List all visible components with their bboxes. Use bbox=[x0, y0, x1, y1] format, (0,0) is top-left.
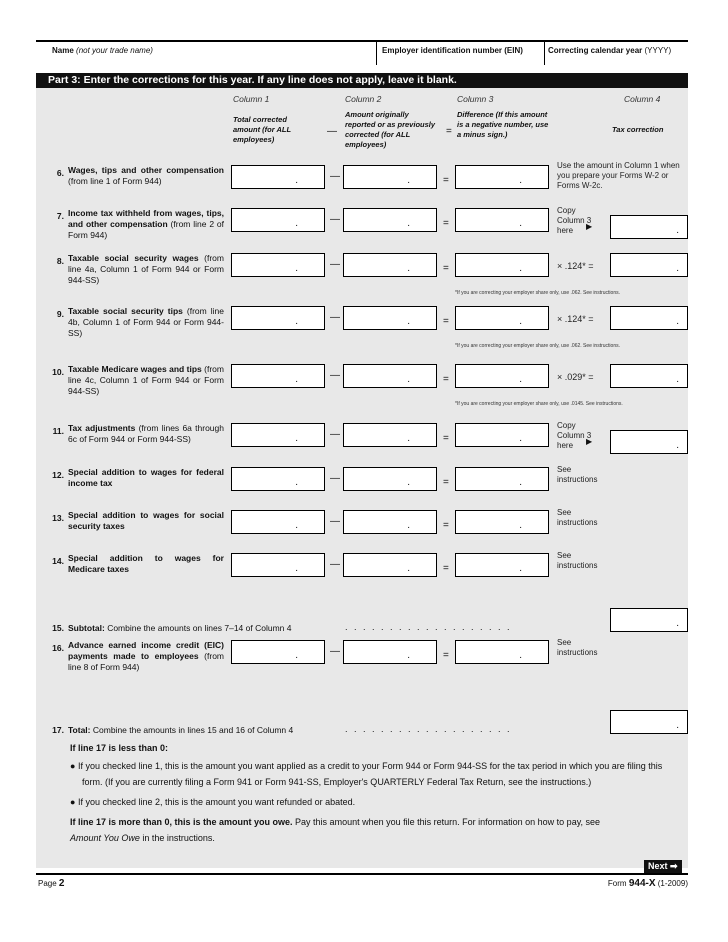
equals-sign: = bbox=[443, 563, 449, 574]
column4-input[interactable] bbox=[610, 306, 688, 330]
column3-input[interactable] bbox=[455, 253, 549, 277]
equals-sign: = bbox=[443, 175, 449, 186]
minus-sign: — bbox=[330, 171, 340, 182]
column3-title: Column 3 bbox=[457, 94, 494, 104]
column3-input[interactable] bbox=[455, 364, 549, 388]
page-number: 2 bbox=[58, 878, 65, 889]
bullet-1-text: If you checked line 1, this is the amount you want applied as a credit to your Form 944 or Form 944-SS for the tax period in which you are filing this form. (If you are currently filing a Form 941 or Form 941-SS, Employer's QUARTERLY Federal Tax Return, see the instructions.) bbox=[77, 761, 663, 787]
column1-input[interactable] bbox=[231, 165, 325, 189]
line-label-bold: Income tax withheld from wages, tips, and other compensation bbox=[68, 208, 224, 229]
arrow-right-icon: ➡ bbox=[670, 861, 678, 871]
column2-input[interactable] bbox=[343, 423, 437, 447]
arrow-right-icon: ▶ bbox=[586, 437, 593, 446]
year-field[interactable] bbox=[548, 46, 671, 55]
line15-label bbox=[68, 623, 291, 633]
footer-form bbox=[608, 878, 688, 889]
line15-bold: Subtotal: bbox=[68, 623, 105, 633]
name-label: Name bbox=[52, 46, 74, 55]
bullet-2-text: If you checked line 2, this is the amount you want refunded or abated. bbox=[77, 797, 356, 807]
line-label-rest: (from line 1 of Form 944) bbox=[68, 176, 162, 186]
line17-rest: Combine the amounts in lines 15 and 16 of Column 4 bbox=[90, 725, 294, 735]
see-instructions-note: See instructions bbox=[557, 638, 598, 657]
form-revision: (1-2009) bbox=[657, 879, 688, 888]
column2-input[interactable] bbox=[343, 510, 437, 534]
more-bold: If line 17 is more than 0, this is the amount you owe. bbox=[70, 817, 293, 827]
line17-bold: Total: bbox=[68, 725, 91, 735]
column1-input[interactable] bbox=[231, 208, 325, 232]
line-label-rest: (from line 4c, Column 1 of Form 944 or Form 944-SS) bbox=[68, 364, 224, 396]
column3-input[interactable] bbox=[455, 553, 549, 577]
column1-input[interactable] bbox=[231, 640, 325, 664]
column3-input[interactable] bbox=[455, 306, 549, 330]
year-hint: (YYYY) bbox=[644, 46, 672, 55]
less-heading: If line 17 is less than 0: bbox=[70, 743, 169, 753]
line-label-bold: Tax adjustments bbox=[68, 423, 136, 433]
minus-sign: — bbox=[327, 126, 337, 137]
footnote: *If you are correcting your employer share only, use .062. See instructions. bbox=[455, 290, 620, 296]
footer-rule bbox=[36, 873, 688, 875]
column2-input[interactable] bbox=[343, 165, 437, 189]
column4-input[interactable] bbox=[610, 215, 688, 239]
copy-column3-note: Copy Column 3 here bbox=[557, 421, 592, 450]
line-label-rest: (from line 4b, Column 1 of Form 944 or Form 944-SS) bbox=[68, 306, 224, 338]
column3-input[interactable] bbox=[455, 165, 549, 189]
minus-sign: — bbox=[330, 646, 340, 657]
column1-input[interactable] bbox=[231, 253, 325, 277]
footnote: *If you are correcting your employer share only, use .0145. See instructions. bbox=[455, 401, 623, 407]
minus-sign: — bbox=[330, 370, 340, 381]
line-label-bold: Taxable social security tips bbox=[68, 306, 183, 316]
column3-input[interactable] bbox=[455, 208, 549, 232]
column2-input[interactable] bbox=[343, 208, 437, 232]
column2-input[interactable] bbox=[343, 640, 437, 664]
column3-input[interactable] bbox=[455, 510, 549, 534]
form-number: 944-X bbox=[628, 878, 656, 889]
equals-sign: = bbox=[446, 126, 452, 137]
line-label bbox=[68, 306, 224, 339]
line-number: 9. bbox=[56, 309, 64, 319]
bullet-1: ● If you checked line 1, this is the amount you want applied as a credit to your Form 944 or Form 944-SS for the tax period in which you are filing this form. (If you are currently filing a Form 941 or Form 941-SS, Employer's QUARTERLY Federal Tax Return, see the instructions.) bbox=[70, 761, 663, 787]
line-label bbox=[68, 640, 224, 673]
line-label-bold: Special addition to wages for federal income tax bbox=[68, 467, 224, 488]
column1-input[interactable] bbox=[231, 364, 325, 388]
ein-label: Employer identification number (EIN) bbox=[382, 46, 523, 55]
column2-desc: Amount originally reported or as previously corrected (for ALL employees) bbox=[345, 110, 436, 149]
line-number: 11. bbox=[52, 426, 64, 436]
line-label bbox=[68, 208, 224, 241]
column4-desc: Tax correction bbox=[612, 125, 664, 134]
column3-input[interactable] bbox=[455, 640, 549, 664]
line-label bbox=[68, 165, 224, 187]
column1-desc: Total corrected amount (for ALL employees) bbox=[233, 115, 291, 144]
line17-num: 17. bbox=[52, 725, 64, 735]
line-label-rest: (from line 8 of Form 944) bbox=[68, 651, 225, 672]
column2-input[interactable] bbox=[343, 364, 437, 388]
line-number: 10. bbox=[52, 367, 64, 377]
line-number: 8. bbox=[56, 256, 64, 266]
line-number: 6. bbox=[56, 168, 64, 178]
bullet-2: ● If you checked line 2, this is the amount you want refunded or abated. bbox=[70, 797, 356, 807]
line-number: 13. bbox=[52, 513, 64, 523]
equals-sign: = bbox=[443, 316, 449, 327]
line15-num: 15. bbox=[52, 623, 64, 633]
column4-note: Use the amount in Column 1 when you prepare your Forms W-2 or Forms W-2c. bbox=[557, 161, 680, 190]
minus-sign: — bbox=[330, 516, 340, 527]
column4-input[interactable] bbox=[610, 364, 688, 388]
page-label: Page bbox=[38, 879, 57, 888]
equals-sign: = bbox=[443, 433, 449, 444]
copy-column3-note: Copy Column 3 here bbox=[557, 206, 592, 235]
ein-field[interactable] bbox=[382, 46, 523, 55]
line17-col4-input[interactable] bbox=[610, 710, 688, 734]
year-label: Correcting calendar year bbox=[548, 46, 643, 55]
column1-input[interactable] bbox=[231, 510, 325, 534]
column2-input[interactable] bbox=[343, 553, 437, 577]
name-hint: (not your trade name) bbox=[76, 46, 153, 55]
column2-input[interactable] bbox=[343, 467, 437, 491]
see-instructions-note: See instructions bbox=[557, 465, 598, 484]
equals-sign: = bbox=[443, 263, 449, 274]
line-label bbox=[68, 467, 224, 489]
line-number: 16. bbox=[52, 643, 64, 653]
see-instructions-note: See instructions bbox=[557, 508, 598, 527]
line-label bbox=[68, 364, 224, 397]
form-label: Form bbox=[607, 879, 627, 888]
name-field[interactable] bbox=[52, 46, 153, 55]
next-button[interactable] bbox=[644, 860, 682, 873]
column4-title: Column 4 bbox=[624, 94, 661, 104]
equals-sign: = bbox=[443, 650, 449, 661]
line-label bbox=[68, 253, 224, 286]
column3-desc: Difference (If this amount is a negative number, use a minus sign.) bbox=[457, 110, 549, 139]
multiplier: × .124* = bbox=[557, 261, 594, 271]
line-label-bold: Special addition to wages for social security taxes bbox=[68, 510, 224, 531]
line-label bbox=[68, 510, 224, 532]
leader-dots: . . . . . . . . . . . . . . . . . . . bbox=[345, 724, 512, 734]
equals-sign: = bbox=[443, 218, 449, 229]
arrow-right-icon: ▶ bbox=[586, 222, 593, 231]
minus-sign: — bbox=[330, 429, 340, 440]
column1-input[interactable] bbox=[231, 553, 325, 577]
see-instructions-note: See instructions bbox=[557, 551, 598, 570]
column1-input[interactable] bbox=[231, 306, 325, 330]
multiplier: × .029* = bbox=[557, 372, 594, 382]
equals-sign: = bbox=[443, 520, 449, 531]
equals-sign: = bbox=[443, 374, 449, 385]
header-row bbox=[36, 40, 688, 65]
minus-sign: — bbox=[330, 214, 340, 225]
minus-sign: — bbox=[330, 559, 340, 570]
minus-sign: — bbox=[330, 473, 340, 484]
line17-label bbox=[68, 725, 293, 735]
line-label-bold: Special addition to wages for Medicare taxes bbox=[68, 553, 224, 574]
column4-input[interactable] bbox=[610, 430, 688, 454]
footer-page bbox=[38, 878, 64, 889]
line-label bbox=[68, 553, 224, 575]
divider bbox=[544, 42, 545, 65]
equals-sign: = bbox=[443, 477, 449, 488]
footnote: *If you are correcting your employer share only, use .062. See instructions. bbox=[455, 343, 620, 349]
more-end: in the instructions. bbox=[139, 833, 215, 843]
column4-input[interactable] bbox=[610, 253, 688, 277]
amount-you-owe-ref: Amount You Owe bbox=[70, 833, 140, 843]
column2-input[interactable] bbox=[343, 253, 437, 277]
line-label-rest: (from line 4a, Column 1 of Form 944 or Form 944-SS) bbox=[68, 253, 224, 285]
multiplier: × .124* = bbox=[557, 314, 594, 324]
column1-input[interactable] bbox=[231, 423, 325, 447]
column1-title: Column 1 bbox=[233, 94, 270, 104]
column3-input[interactable] bbox=[455, 423, 549, 447]
line-label-rest: (from line 2 of Form 944) bbox=[68, 219, 224, 240]
line-label-bold: Taxable social security wages bbox=[68, 253, 199, 263]
more-rest: Pay this amount when you file this return. For information on how to pay, see bbox=[292, 817, 601, 827]
line15-rest: Combine the amounts on lines 7–14 of Column 4 bbox=[104, 623, 292, 633]
column1-input[interactable] bbox=[231, 467, 325, 491]
line-label-rest: (from lines 6a through 6c of Form 944 or Form 944-SS) bbox=[68, 423, 224, 444]
column2-title: Column 2 bbox=[345, 94, 382, 104]
column2-input[interactable] bbox=[343, 306, 437, 330]
line-label bbox=[68, 423, 224, 445]
minus-sign: — bbox=[330, 259, 340, 270]
line-number: 7. bbox=[56, 211, 64, 221]
minus-sign: — bbox=[330, 312, 340, 323]
part3-title: Part 3: Enter the corrections for this year. If any line does not apply, leave it blank. bbox=[36, 73, 688, 88]
divider bbox=[376, 42, 377, 65]
line-number: 12. bbox=[52, 470, 64, 480]
column3-input[interactable] bbox=[455, 467, 549, 491]
line15-col4-input[interactable] bbox=[610, 608, 688, 632]
line-number: 14. bbox=[52, 556, 64, 566]
leader-dots: . . . . . . . . . . . . . . . . . . . bbox=[345, 622, 512, 632]
line-label-bold: Wages, tips and other compensation bbox=[68, 165, 224, 175]
more-paragraph bbox=[70, 814, 630, 846]
line-label-bold: Taxable Medicare wages and tips bbox=[68, 364, 202, 374]
instructions bbox=[70, 740, 680, 846]
line-label-bold: Advance earned income credit (EIC) payments made to employees bbox=[68, 640, 224, 661]
next-label: Next bbox=[648, 861, 668, 871]
